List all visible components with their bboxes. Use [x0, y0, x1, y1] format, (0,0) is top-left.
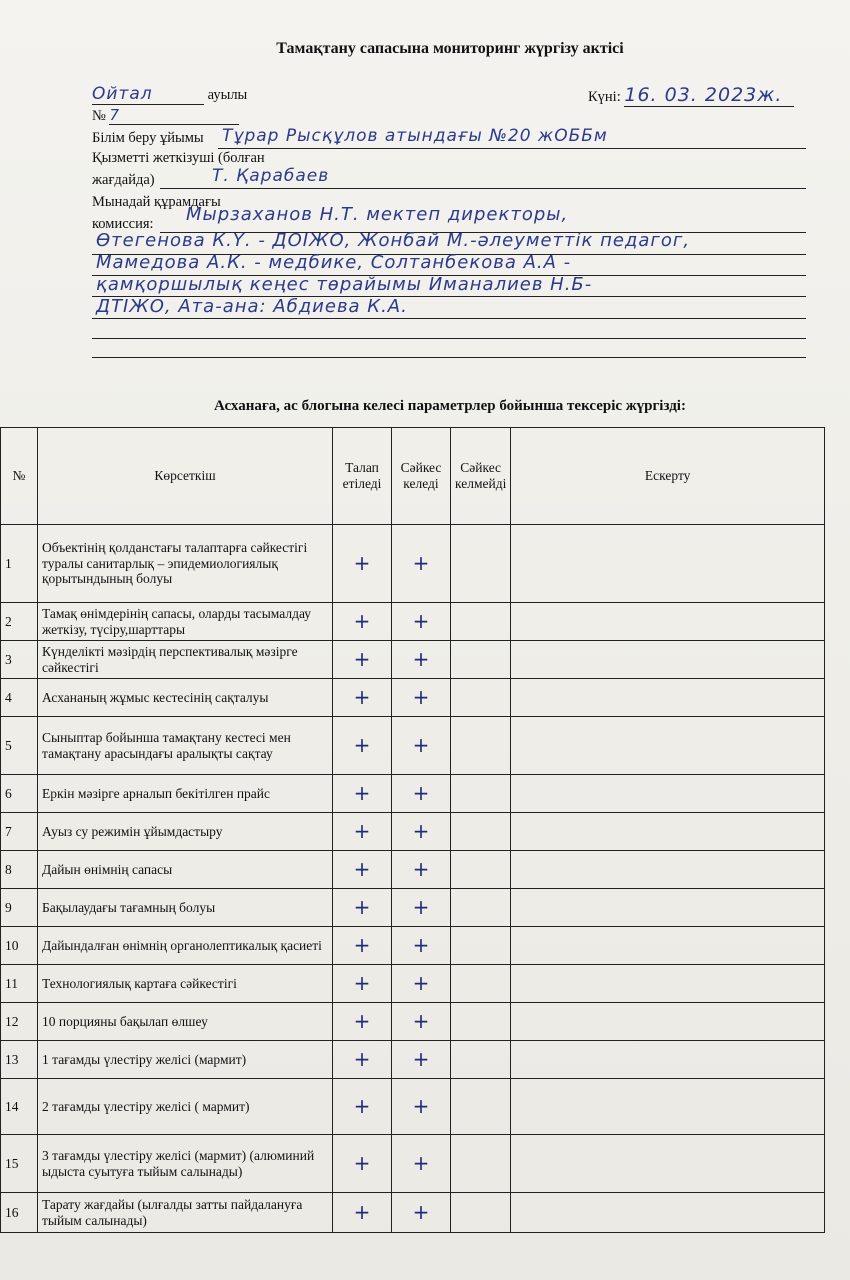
- row-matches-mark: +: [412, 647, 430, 671]
- row-matches-mark: +: [412, 895, 430, 919]
- section-title: Асханаға, ас блогына келесі параметрлер бойынша тексеріс жүргізді:: [214, 398, 686, 414]
- row-required-mark: +: [353, 609, 371, 633]
- row-required-mark: +: [353, 551, 371, 575]
- row-not-matches: [451, 1135, 511, 1193]
- row-note: [511, 775, 825, 813]
- village-value: Ойтал: [92, 84, 204, 105]
- table-row: [1, 717, 825, 775]
- row-matches-mark: +: [412, 1047, 430, 1071]
- row-matches-mark: +: [412, 781, 430, 805]
- header-indicator: Көрсеткіш: [38, 428, 333, 525]
- row-note: [511, 851, 825, 889]
- row-matches-mark: +: [412, 819, 430, 843]
- table-row: [1, 1079, 825, 1135]
- row-indicator: 1 тағамды үлестіру желісі (мармит): [42, 1051, 247, 1067]
- row-indicator: Сыныптар бойынша тамақтану кестесі мен тамақтану арасындағы аралықты сақтау: [42, 729, 291, 761]
- row-not-matches: [451, 1041, 511, 1079]
- table-row: [1, 775, 825, 813]
- row-note: [511, 889, 825, 927]
- row-required-mark: +: [353, 895, 371, 919]
- row-indicator: Технологиялық картаға сәйкестігі: [42, 975, 237, 991]
- document-title: Тамақтану сапасына мониторинг жүргізу актісі: [276, 40, 624, 57]
- number-prefix: №: [92, 108, 106, 124]
- header-note: Ескерту: [511, 428, 825, 525]
- table-row: [1, 679, 825, 717]
- commission-underline-6: [92, 338, 806, 339]
- header-not-matches: Сәйкес келмейді: [451, 428, 511, 525]
- row-no: 10: [1, 927, 38, 965]
- row-matches-mark: +: [412, 733, 430, 757]
- row-no: 2: [1, 603, 38, 641]
- row-note: [511, 1135, 825, 1193]
- date-label: Күні:: [588, 89, 621, 105]
- row-note: [511, 525, 825, 603]
- row-note: [511, 1079, 825, 1135]
- inspection-table: [0, 427, 825, 1233]
- row-matches-mark: +: [412, 933, 430, 957]
- row-indicator: Дайын өнімнің сапасы: [42, 861, 173, 877]
- row-indicator: 10 порцияны бақылап өлшеу: [42, 1013, 208, 1029]
- table-row: [1, 525, 825, 603]
- row-required-mark: +: [353, 1047, 371, 1071]
- provider-label-line2: жағдайда): [92, 172, 155, 188]
- number-value: 7: [109, 106, 239, 125]
- row-matches-mark: +: [412, 1200, 430, 1224]
- row-required-mark: +: [353, 933, 371, 957]
- row-required-mark: +: [353, 857, 371, 881]
- header-matches: Сәйкес келеді: [392, 428, 451, 525]
- table-row: [1, 927, 825, 965]
- table-header-row: [1, 428, 825, 525]
- row-matches-mark: +: [412, 1151, 430, 1175]
- date-field: [588, 84, 794, 107]
- row-not-matches: [451, 927, 511, 965]
- row-no: 8: [1, 851, 38, 889]
- table-row: [1, 1041, 825, 1079]
- row-note: [511, 813, 825, 851]
- row-note: [511, 1193, 825, 1233]
- row-indicator: Асхананың жұмыс кестесінің сақталуы: [42, 689, 269, 705]
- row-required-mark: +: [353, 971, 371, 995]
- row-not-matches: [451, 1079, 511, 1135]
- table-row: [1, 889, 825, 927]
- row-no: 3: [1, 641, 38, 679]
- row-matches-mark: +: [412, 857, 430, 881]
- row-note: [511, 965, 825, 1003]
- row-required-mark: +: [353, 647, 371, 671]
- row-note: [511, 1041, 825, 1079]
- row-not-matches: [451, 717, 511, 775]
- commission-line-3: Мамедова А.К. - медбике, Солтанбекова А.А -: [96, 252, 572, 273]
- row-matches-mark: +: [412, 1094, 430, 1118]
- commission-underline-7: [92, 357, 806, 358]
- table-row: [1, 813, 825, 851]
- row-no: 16: [1, 1193, 38, 1233]
- row-indicator: Тамақ өнімдерінің сапасы, оларды тасымалдау жеткізу, түсіру,шарттары: [42, 605, 312, 637]
- school-value: Тұрар Рысқұлов атындағы №20 жОББм: [222, 126, 608, 146]
- row-indicator: Бақылаудағы тағамның болуы: [42, 899, 216, 915]
- row-no: 12: [1, 1003, 38, 1041]
- row-required-mark: +: [353, 819, 371, 843]
- row-note: [511, 641, 825, 679]
- school-label: Білім беру ұйымы: [92, 130, 204, 146]
- row-required-mark: +: [353, 685, 371, 709]
- provider-label-line1: Қызметті жеткізуші (болған: [92, 150, 265, 166]
- row-not-matches: [451, 889, 511, 927]
- table-row: [1, 1193, 825, 1233]
- row-no: 5: [1, 717, 38, 775]
- row-indicator: Еркін мәзірге арналып бекітілген прайс: [42, 785, 270, 801]
- row-no: 4: [1, 679, 38, 717]
- row-indicator: Дайындалған өнімнің органолептикалық қасиеті: [42, 937, 322, 953]
- commission-label-line2: комиссия:: [92, 216, 154, 232]
- row-required-mark: +: [353, 1009, 371, 1033]
- row-note: [511, 927, 825, 965]
- row-not-matches: [451, 1003, 511, 1041]
- table-row: [1, 965, 825, 1003]
- row-indicator: 3 тағамды үлестіру желісі (мармит) (алюминий ыдыста суытуға тыйым салынады): [42, 1147, 315, 1179]
- row-not-matches: [451, 525, 511, 603]
- row-required-mark: +: [353, 781, 371, 805]
- header-no: №: [1, 428, 38, 525]
- row-matches-mark: +: [412, 609, 430, 633]
- row-no: 15: [1, 1135, 38, 1193]
- row-required-mark: +: [353, 1151, 371, 1175]
- row-no: 11: [1, 965, 38, 1003]
- row-required-mark: +: [353, 1200, 371, 1224]
- header-required: Талап етіледі: [333, 428, 392, 525]
- row-no: 14: [1, 1079, 38, 1135]
- date-value: 16. 03. 2023ж.: [624, 84, 794, 107]
- row-indicator: Ауыз су режимін ұйымдастыру: [42, 823, 223, 839]
- village-field: [92, 84, 247, 105]
- row-indicator: Объектінің қолданстағы талаптарға сәйкестігі туралы санитарлық – эпидемиологиялық қорытындының болуы: [42, 540, 308, 587]
- row-not-matches: [451, 641, 511, 679]
- row-note: [511, 603, 825, 641]
- row-not-matches: [451, 603, 511, 641]
- commission-line-1: Мырзаханов Н.Т. мектеп директоры,: [186, 204, 569, 225]
- commission-label-line1: Мынадай құрамдағы: [92, 194, 221, 210]
- row-indicator: 2 тағамды үлестіру желісі ( мармит): [42, 1098, 250, 1114]
- school-field: [92, 130, 204, 147]
- row-matches-mark: +: [412, 1009, 430, 1033]
- row-no: 9: [1, 889, 38, 927]
- row-not-matches: [451, 813, 511, 851]
- commission-line-4: қамқоршылық кеңес төрайымы Иманалиев Н.Б-: [96, 274, 593, 295]
- row-required-mark: +: [353, 1094, 371, 1118]
- row-no: 1: [1, 525, 38, 603]
- row-not-matches: [451, 1193, 511, 1233]
- row-note: [511, 1003, 825, 1041]
- provider-underline: [160, 188, 806, 189]
- table-row: [1, 1003, 825, 1041]
- row-note: [511, 679, 825, 717]
- row-not-matches: [451, 679, 511, 717]
- village-label: ауылы: [207, 87, 248, 103]
- row-not-matches: [451, 851, 511, 889]
- number-field: [92, 106, 239, 125]
- commission-underline-5: [92, 318, 806, 319]
- commission-line-5: ДТІЖО, Ата-ана: Абдиева К.А.: [96, 296, 408, 317]
- table-row: [1, 641, 825, 679]
- school-underline: [218, 148, 806, 149]
- row-matches-mark: +: [412, 971, 430, 995]
- row-matches-mark: +: [412, 685, 430, 709]
- row-indicator: Тарату жағдайы (ылғалды затты пайдалануға тыйым салынады): [42, 1196, 303, 1228]
- row-indicator: Күнделікті мәзірдің перспективалық мәзірге сәйкестігі: [42, 643, 298, 675]
- row-not-matches: [451, 775, 511, 813]
- row-no: 13: [1, 1041, 38, 1079]
- commission-line-2: Өтегенова К.Ү. - ДОІЖО, Жонбай М.-әлеуметтік педагог,: [96, 230, 691, 251]
- table-row: [1, 1135, 825, 1193]
- row-not-matches: [451, 965, 511, 1003]
- table-row: [1, 603, 825, 641]
- table-row: [1, 851, 825, 889]
- row-note: [511, 717, 825, 775]
- row-no: 7: [1, 813, 38, 851]
- row-no: 6: [1, 775, 38, 813]
- row-required-mark: +: [353, 733, 371, 757]
- row-matches-mark: +: [412, 551, 430, 575]
- provider-value: Т. Қарабаев: [212, 166, 330, 186]
